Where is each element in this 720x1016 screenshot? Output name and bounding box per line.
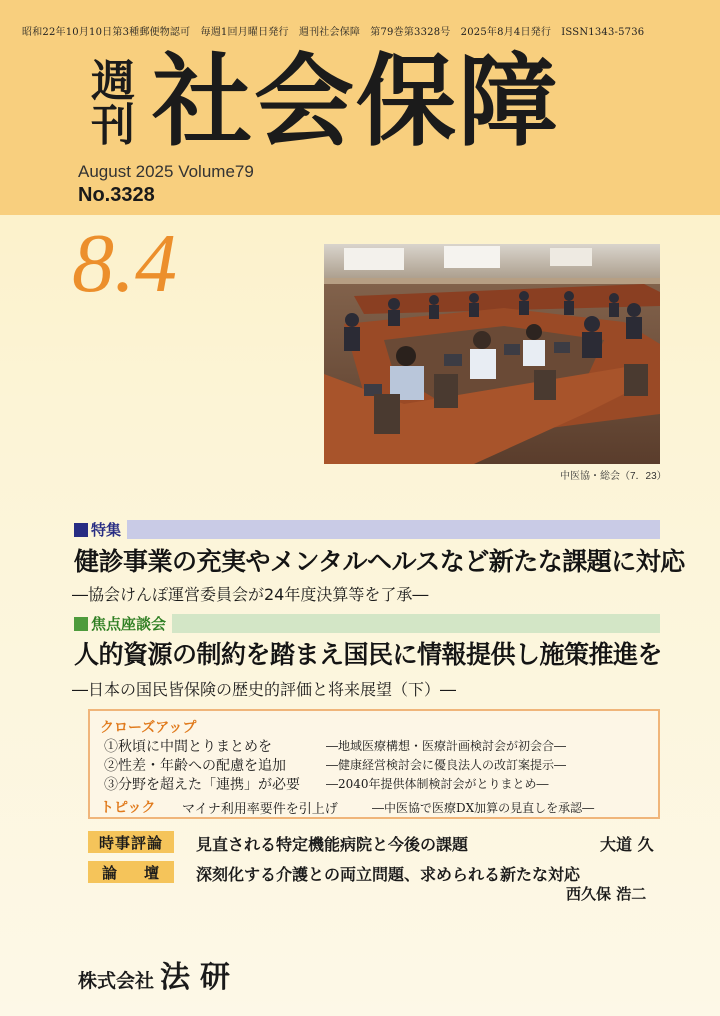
roundtable-subhead: ―日本の国民皆保険の歴史的評価と将来展望（下）― <box>72 680 457 699</box>
closeup-item-note: ―2040年提供体制検討会がとりまとめ― <box>326 777 549 791</box>
publisher <box>78 952 240 996</box>
issue-volume: August 2025 Volume79 <box>78 162 254 181</box>
feature-square-icon <box>74 523 88 537</box>
roundtable-square-icon <box>74 617 88 631</box>
closeup-item-note: ―地域医療構想・医療計画検討会が初会合― <box>326 739 567 753</box>
commentary-title: 見直される特定機能病院と今後の課題 <box>196 835 469 854</box>
roundtable-bar-fill <box>172 614 660 633</box>
magazine-title: 社会保障 <box>152 43 560 160</box>
issue-date: 8.4 <box>72 217 177 310</box>
forum-label-char-1: 論 <box>102 863 119 882</box>
topic-title: マイナ利用率要件を引上げ <box>182 802 338 817</box>
feature-tag: 特集 <box>91 521 122 539</box>
commentary-author: 大道 久 <box>600 835 654 854</box>
roundtable-headline: 人的資源の制約を踏まえ国民に情報提供し施策推進を <box>74 640 663 669</box>
roundtable-tag: 焦点座談会 <box>91 615 167 633</box>
feature-bar-fill <box>127 520 660 539</box>
closeup-item-title: ③分野を超えた「連携」が必要 <box>104 777 300 793</box>
photo-caption: 中医協・総会（7．23） <box>560 471 667 482</box>
issue-number: No.3328 <box>78 184 155 206</box>
feature-headline: 健診事業の充実やメンタルヘルスなど新たな課題に対応 <box>74 547 685 576</box>
publisher-prefix: 株式会社 <box>78 970 155 992</box>
publisher-name: 法研 <box>160 960 241 995</box>
closeup-item-note: ―健康経営検討会に優良法人の改訂案提示― <box>326 758 567 772</box>
logo-char-1: 週 <box>91 56 135 107</box>
roundtable-section-bar <box>74 614 660 633</box>
forum-label-char-2: 壇 <box>143 863 160 882</box>
imprint-line: 昭和22年10月10日第3種郵便物認可 毎週1回月曜日発行 週刊社会保障 第79巻第3328号 2025年8月4日発行 ISSN1343-5736 <box>22 27 645 38</box>
closeup-item-title: ②性差・年齢への配慮を追加 <box>104 758 286 774</box>
meeting-room-photo <box>324 244 660 464</box>
closeup-box <box>88 709 660 819</box>
forum-label <box>88 861 174 883</box>
closeup-title: クローズアップ <box>100 720 197 736</box>
logo-weekly <box>78 56 148 151</box>
feature-section-bar <box>74 520 660 539</box>
logo-char-2: 刊 <box>91 100 135 151</box>
topic-note: ―中医協で医療DX加算の見直しを承認― <box>372 801 595 815</box>
feature-subhead: ―協会けんぽ運営委員会が24年度決算等を了承― <box>72 585 429 604</box>
cover-photo <box>324 244 660 464</box>
forum-author: 西久保 浩二 <box>566 885 647 903</box>
closeup-item-title: ①秋頃に中間とりまとめを <box>104 739 272 755</box>
topic-label: トピック <box>100 800 156 816</box>
commentary-label: 時事評論 <box>88 831 174 853</box>
forum-title: 深刻化する介護との両立問題、求められる新たな対応 <box>196 865 581 884</box>
